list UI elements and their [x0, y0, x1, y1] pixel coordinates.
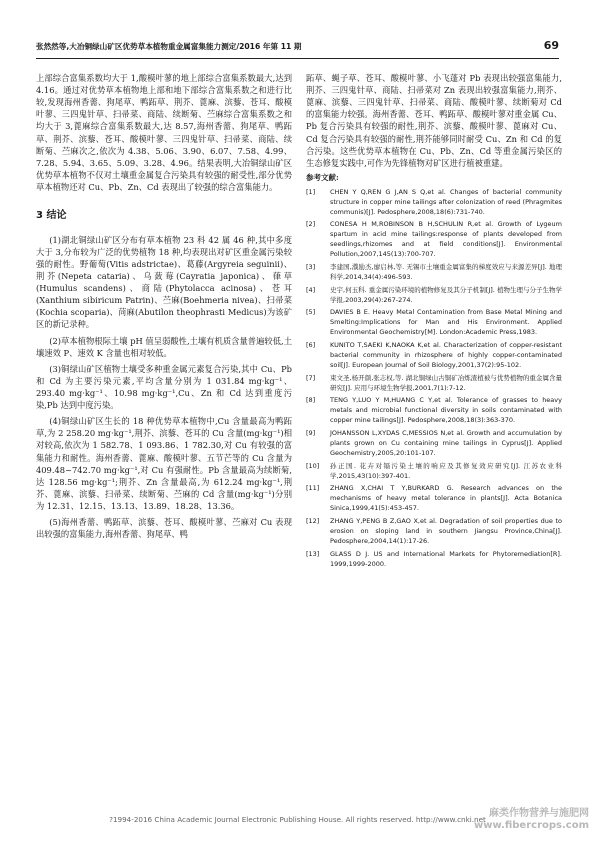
reference-text: 孙正国. 花卉对镉污染土壤的响应及其修复效应研究[J]. 江苏农业科学,2015,43(10):397-401. [330, 461, 562, 480]
running-head-title: 张然然等,大冶铜绿山矿区优势草本植物重金属富集能力测定/2016 年第 11 期 [36, 42, 302, 51]
reference-number: [5] [306, 308, 316, 317]
reference-item [306, 462, 562, 482]
reference-item [306, 341, 562, 371]
conclusion-item-4: (4)铜绿山矿区生长的 18 种优势草本植物中,Cu 含量最高为鸭跖草,为 2 258.20 mg·kg⁻¹,荆芥、滨藜、苍耳的 Cu 含量(mg·kg⁻¹)相对较高,依次为 1 582.78、1 093.86、1 782.30,对 Cu 有较强的富集能力和耐性。海州香薷、蓖麻、酸模叶蓼、五节芒等的 Cu 含量为 409.48~742.70 mg·kg⁻¹,对 Cu 有强耐性。Pb 含量最高为续断菊,达 128.56 mg·kg⁻¹;荆芥、Zn 含量最高,为 612.24 mg·kg⁻¹,荆芥、蓖麻、滨藜、扫帚菜、续断菊、苎麻的 Cd 含量(mg·kg⁻¹)分别为 12.31、12.15、13.13、13.89、18.28、13.36。 [36, 416, 292, 511]
reference-text: JOHANSSON L,XYDAS C,MESSIOS N,et al. Growth and accumulation by plants grown on Cu containing mine tailings in Cyprus[J]. Applied Geochemistry,2005,20:101-107. [330, 429, 562, 457]
conclusion-item-5: (5)海州香薷、鸭跖草、滨藜、苍耳、酸模叶蓼、苎麻对 Cu 表现出较强的富集能力,海州香薷、狗尾草、鸭 [36, 517, 292, 540]
left-column [36, 72, 292, 544]
reference-number: [9] [306, 429, 316, 438]
reference-text: 束文圣,杨开颜,张志权,等. 湖北铜绿山古铜矿冶炼渣植被与优势植物的重金属含量研究[J]. 应用与环境生物学报,2001,7(1):7-12. [330, 373, 562, 392]
reference-text: ZHANG Y,PENG B Z,GAO X,et al. Degradation of soil properties due to erosion on sloping land in southern Jiangsu Province,China[J]. Pedosphere,2004,14(1):17-26. [330, 517, 562, 545]
reference-text: CONESA H M,ROBINSON B H,SCHULIN R,et al. Growth of Lygeum spartum in acid mine tailings:response of plants developed from seedlings,rhizomes and at field conditions[J]. Environmental Pollution,2007,145(13):700-707. [330, 220, 562, 259]
conclusion-item-1: (1)湖北铜绿山矿区分布有草本植物 23 科 42 属 46 种,其中多度大于 3,分布较为广泛的优势植物 18 种,均表现出对矿区重金属污染较强的耐性。野葡萄(Vitis adstrictae)、葛藤(Argyreia seguinii)、荆芥(Nepeta cataria)、乌蔹莓(Cayratia japonica)、葎草(Humulus scandens)、商陆(Phytolacca acinosa)、苍耳(Xanthium sibiricum Patrin)、苎麻(Boehmeria nivea)、扫帚菜(Kochia scoparia)、苘麻(Abutilon theophrasti Medicus)为该矿区的新记录种。 [36, 234, 292, 330]
reference-item [306, 374, 562, 394]
reference-item [306, 517, 562, 547]
reference-item [306, 188, 562, 218]
right-column [306, 72, 562, 572]
reference-number: [4] [306, 285, 316, 294]
reference-list [306, 188, 562, 570]
reference-text: GLASS D J. US and International Markets for Phytoremediation[R]. 1999,1999-2000. [330, 549, 562, 568]
reference-text: CHEN Y Q,REN G J,AN S Q,et al. Changes of bacterial community structure in copper mine tailings after colonization of reed (Phragmites communis)[J]. Pedosphere,2008,18(6):731-740. [330, 187, 562, 216]
reference-number: [6] [306, 341, 316, 350]
reference-text: ZHANG X,CHAI T Y,BURKARD G. Research advances on the mechanisms of heavy metal tolerance in plants[J]. Acta Botanica Sinica,1999,41(5):453-457. [330, 484, 562, 513]
conclusion-item-3: (3)铜绿山矿区植物土壤受多种重金属元素复合污染,其中 Cu、Pb 和 Cd 为主要污染元素,平均含量分别为 1 031.84 mg·kg⁻¹、293.40 mg·kg⁻¹、10.98 mg·kg⁻¹,Cu、Zn 和 Cd 达到重度污染,Pb 达到中度污染。 [36, 363, 292, 411]
watermark-line-2: www.fibercrops.com [473, 819, 589, 831]
site-watermark [439, 808, 589, 831]
reference-item [306, 308, 562, 338]
reference-number: [8] [306, 396, 316, 405]
references-title: 参考文献: [306, 172, 339, 182]
reference-number: [3] [306, 262, 316, 271]
reference-text: 李建国,濮励杰,廖启林,等. 无锡市土壤重金属富集的梯度效应与来源差异[J]. 地理科学,2014,34(4):496-593. [330, 262, 562, 281]
reference-item [306, 429, 562, 459]
reference-item [306, 286, 562, 306]
reference-item [306, 220, 562, 260]
copyright-footer: ?1994-2016 China Academic Journal Electronic Publishing House. All rights reserved. http://www.cnki.net [109, 815, 486, 824]
page-number: 69 [543, 39, 559, 52]
reference-number: [11] [306, 484, 320, 493]
intro-paragraph: 上部综合富集系数均大于 1,酸模叶蓼的地上部综合富集系数最大,达到 4.16。通过对优势草本植物地上部和地下部综合富集系数之和进行比较,发现海州香薷、狗尾草、鸭跖草、荆芥、蓖麻、滨藜、苍耳、酸模叶蓼、三四鬼针草、扫帚菜、商陆、续断菊、苎麻综合富集系数之和均大于 3,蓖麻综合富集系数最大,达 8.57,海州香薷、狗尾草、鸭跖草、荆芥、滨藜、苍耳、酸模叶蓼、三四鬼针草、扫帚菜、商陆、续断菊、苎麻次之,依次为 4.38、5.06、3.90、6.07、7.58、4.99、7.28、5.94、3.65、5.09、3.28、4.96。结果表明,大冶铜绿山矿区优势草本植物不仅对土壤重金属复合污染具有较强的耐受性,部分优势草本植物还对 Cu、Pb、Zn、Cd 表现出了较强的综合富集能力。 [36, 73, 292, 192]
reference-number: [2] [306, 220, 316, 229]
watermark-line-1: 麻类作物营养与施肥网 [489, 808, 589, 819]
reference-item [306, 396, 562, 426]
continuation-paragraph: 跖草、蝇子草、苍耳、酸模叶蓼、小飞蓬对 Pb 表现出较强富集能力,荆芥、三四鬼针草、商陆、扫帚菜对 Zn 表现出较强富集能力,荆芥、蓖麻、滨藜、三四鬼针草、扫帚菜、商陆、酸模叶蓼、续断菊对 Cd 的富集能力较强。海州香薷、苍耳、鸭跖草、酸模叶蓼对重金属 Cu、Pb 复合污染具有较强的耐性,荆芥、滨藜、酸模叶蓼、蓖麻对 Cu、Cd 复合污染具有较强的耐性,荆芥能够同时耐受 Cu、Zn 和 Cd 的复合污染。这些优势草本植物在 Cu、Pb、Zn、Cd 等重金属污染区的生态修复实践中,可作为先锋植物对矿区进行植被重建。 [306, 73, 562, 168]
reference-number: [7] [306, 373, 316, 382]
reference-item [306, 550, 562, 570]
reference-number: [13] [306, 549, 320, 558]
reference-number: [10] [306, 461, 320, 470]
reference-text: 史宇,何玉科. 重金属污染环境的植物修复及其分子机制[J]. 植物生理与分子生物学学报,2003,29(4):267-274. [330, 285, 562, 304]
reference-item [306, 484, 562, 514]
reference-text: DAVIES B E. Heavy Metal Contamination from Base Metal Mining and Smelting:Implications for Man and His Environment. Applied Environmental Geochemistry[M]. London:Academic Press,1983. [330, 308, 562, 337]
running-header [36, 40, 559, 59]
section-heading-conclusions: 3 结论 [36, 210, 67, 222]
reference-text: KUNITO T,SAEKI K,NAOKA K,et al. Characterization of copper-resistant bacterial community in rhizosphere of highly copper-contaminated soil[J]. European Journal of Soil Biology,2001,37(2):95-102. [330, 341, 562, 369]
reference-number: [12] [306, 517, 320, 526]
reference-number: [1] [306, 187, 316, 196]
reference-item [306, 263, 562, 283]
conclusion-item-2: (2)草本植物根际土壤 pH 值呈弱酸性,土壤有机质含量普遍较低,土壤速效 P、速效 K 含量也相对较低。 [36, 335, 292, 358]
reference-text: TENG Y,LUO Y M,HUANG C Y,et al. Tolerance of grasses to heavy metals and microbial functional diversity in soils contaminated with copper mine tailings[J]. Pedosphere,2008,18(3):363-370. [330, 396, 562, 425]
